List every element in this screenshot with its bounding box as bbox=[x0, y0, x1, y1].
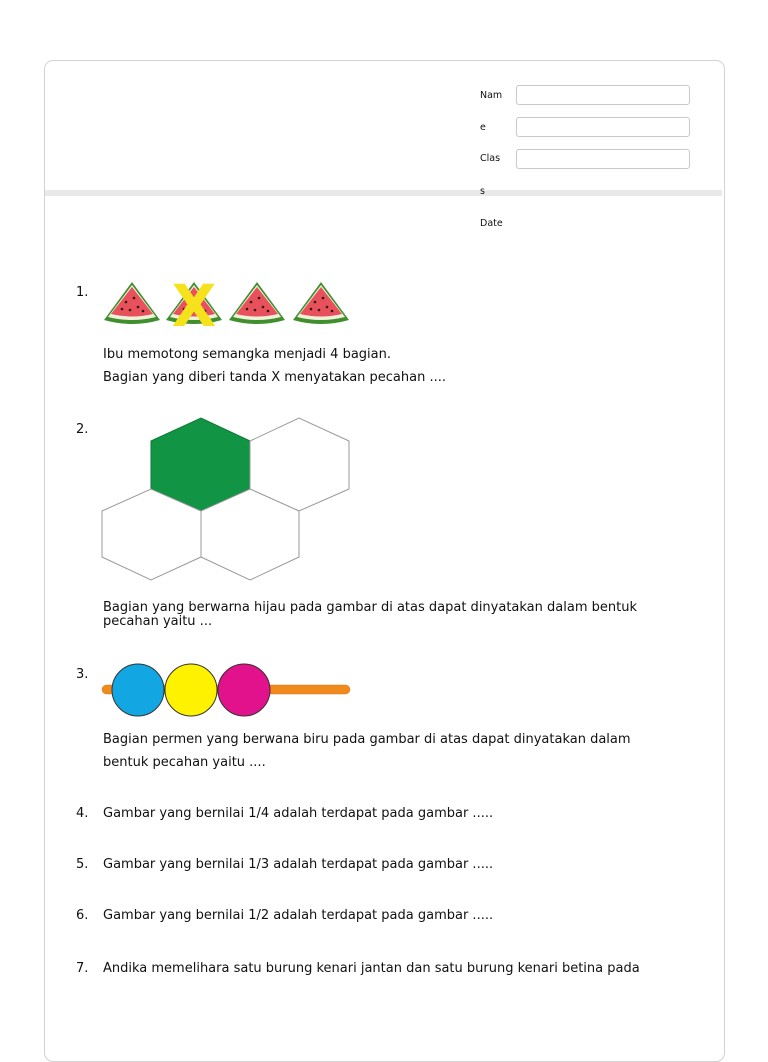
question-1-line-1: Ibu memotong semangka menjadi 4 bagian. bbox=[103, 347, 391, 362]
header-divider bbox=[45, 190, 722, 196]
question-1-line-2: Bagian yang diberi tanda X menyatakan pecahan .... bbox=[103, 370, 446, 385]
question-6-text: Gambar yang bernilai 1/2 adalah terdapat pada gambar ..... bbox=[103, 908, 494, 923]
class-label-part2: s bbox=[480, 186, 485, 197]
question-4-text: Gambar yang bernilai 1/4 adalah terdapat pada gambar ..... bbox=[103, 806, 494, 821]
name-field[interactable] bbox=[516, 85, 690, 105]
class-field[interactable] bbox=[516, 117, 690, 137]
watermelon-slices-figure bbox=[100, 278, 356, 330]
watermelon-slice-4 bbox=[293, 282, 349, 324]
candy-skewer-figure bbox=[100, 662, 354, 718]
date-field[interactable] bbox=[516, 149, 690, 169]
hexagons-figure bbox=[100, 416, 352, 584]
candy-yellow bbox=[165, 664, 217, 716]
question-2-line-1: Bagian yang berwarna hijau pada gambar di atas dapat dinyatakan dalam bentuk bbox=[103, 600, 637, 615]
watermelon-slice-1 bbox=[104, 282, 160, 324]
watermelon-slice-3 bbox=[229, 282, 285, 324]
name-label-part2: e bbox=[480, 122, 486, 133]
question-5-text: Gambar yang bernilai 1/3 adalah terdapat pada gambar ..... bbox=[103, 857, 494, 872]
question-2-number: 2. bbox=[76, 422, 89, 437]
candy-blue bbox=[112, 664, 164, 716]
question-2-line-2: pecahan yaitu ... bbox=[103, 614, 213, 629]
question-6-number: 6. bbox=[76, 908, 89, 923]
class-label-part1: Clas bbox=[480, 153, 501, 164]
date-label: Date bbox=[480, 218, 503, 229]
name-label-part1: Nam bbox=[480, 90, 503, 101]
question-3-number: 3. bbox=[76, 667, 89, 682]
question-3-line-1: Bagian permen yang berwana biru pada gambar di atas dapat dinyatakan dalam bbox=[103, 732, 631, 747]
question-1-number: 1. bbox=[76, 285, 89, 300]
question-7-number: 7. bbox=[76, 961, 89, 976]
question-4-number: 4. bbox=[76, 806, 89, 821]
question-5-number: 5. bbox=[76, 857, 89, 872]
question-7-text: Andika memelihara satu burung kenari jantan dan satu burung kenari betina pada bbox=[103, 961, 640, 976]
x-mark: X bbox=[171, 278, 217, 330]
candy-magenta bbox=[218, 664, 270, 716]
question-3-line-2: bentuk pecahan yaitu .... bbox=[103, 755, 266, 770]
